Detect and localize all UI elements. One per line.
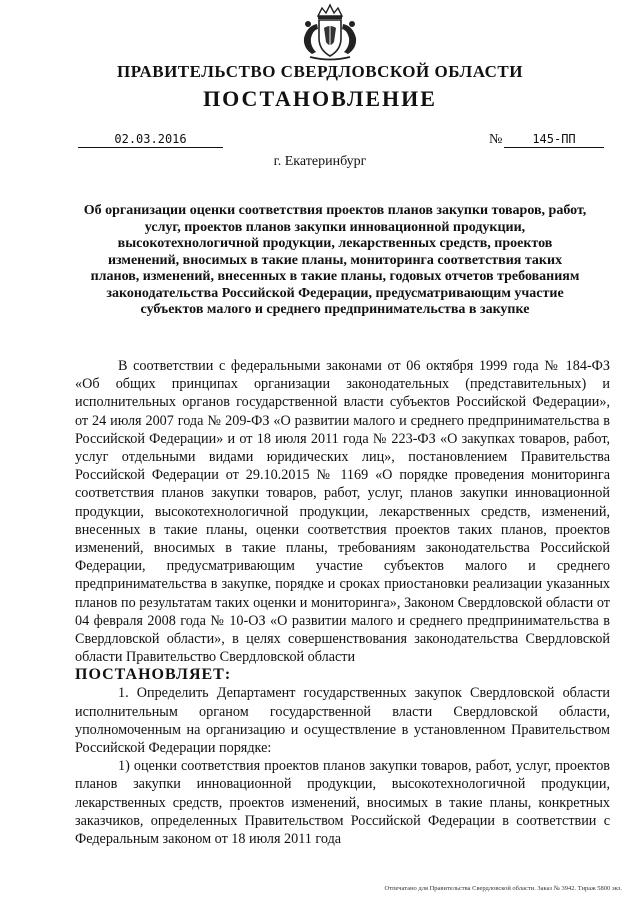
city: г. Екатеринбург (273, 154, 367, 169)
document-date: 02.03.2016 (78, 132, 223, 148)
print-footer: Отпечатано для Правительства Свердловской области. Заказ № 3942. Тираж 5800 экз. (384, 885, 622, 892)
sverdlovsk-coat-of-arms-icon (298, 2, 362, 62)
document-body (75, 357, 610, 848)
government-name: ПРАВИТЕЛЬСТВО СВЕРДЛОВСКОЙ ОБЛАСТИ (117, 62, 523, 81)
document-type: ПОСТАНОВЛЕНИЕ (203, 86, 437, 111)
preamble-paragraph: В соответствии с федеральными законами от 06 октября 1999 года № 184-ФЗ «Об общих принципах организации законодательных (представительных) и исполнительных органов государственной власти субъектов Российской Федерации», от 24 июля 2007 года № 209-ФЗ «О развитии малого и среднего предпринимательства в Российской Федерации» и от 18 июля 2011 года № 223-ФЗ «О закупках товаров, работ, услуг отдельными видами юридических лиц», постановлением Правительства Российской Федерации от 29.10.2015 № 1169 «О порядке проведения мониторинга соответствия планов закупки товаров, работ, услуг, планов закупки инновационной продукции, высокотехнологичной продукции, лекарственных средств, изменений, внесенных в такие планы, оценки соответствия проектов таких планов, проектов изменений, вносимых в такие планы, требованиям законодательства Российской Федерации, предусматривающим участие субъектов малого и среднего предпринимательства в закупке, порядке и сроках приостановки реализации указанных планов по результатам таких оценки и мониторинга», Законом Свердловской области от 04 февраля 2008 года № 10-ОЗ «О развитии малого и среднего предпринимательства в Свердловской области», в целях совершенствования законодательства Свердловской области Правительство Свердловской области (75, 358, 610, 666)
item-1-1-paragraph: 1) оценки соответствия проектов планов закупки товаров, работ, услуг, проектов планов закупки инновационной продукции, высокотехнологичной продукции, лекарственных средств, проектов изменений, вносимых в такие планы, конкретных заказчиков, определенных Правительством Российской Федерации в соответствии с Федеральным законом от 18 июля 2011 года (75, 758, 610, 848)
resolves-heading: ПОСТАНОВЛЯЕТ: (75, 666, 232, 684)
item-1-paragraph: 1. Определить Департамент государственных закупок Свердловской области исполнительным органом государственной власти Свердловской области, уполномоченным на организацию и осуществление в установленном Правительством Российской Федерации порядке: (75, 685, 610, 757)
number-label: № (489, 132, 503, 147)
document-title: Об организации оценки соответствия проектов планов закупки товаров, работ, услуг, проектов планов закупки инновационной продукции, высокотехнологичной продукции, лекарственных средств, проектов изменений, вносимых в такие планы, мониторинга соответствия таких планов, изменений, внесенных в такие планы, годовых отчетов требованиям законодательства Российской Федерации, предусматривающим участие субъектов малого и среднего предпринимательства в закупке (83, 203, 587, 317)
document-number: 145-ПП (504, 132, 604, 148)
